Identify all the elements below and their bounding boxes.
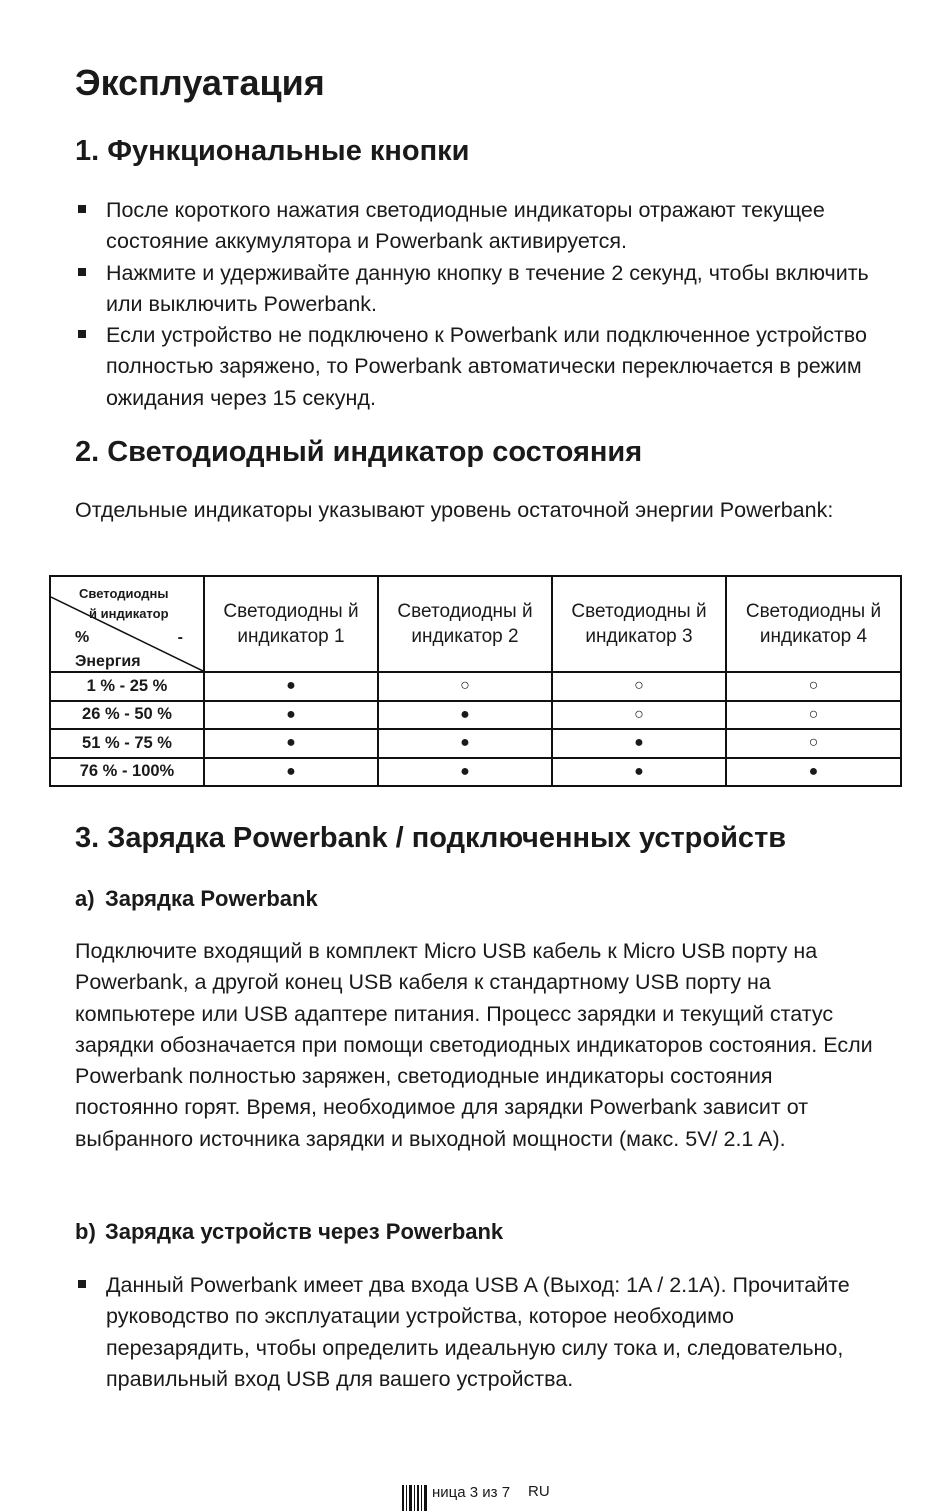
led-state-cell: ● <box>378 701 552 730</box>
energy-range-cell: 51 % - 75 % <box>50 729 204 758</box>
energy-range-cell: 76 % - 100% <box>50 758 204 787</box>
table-row <box>50 758 901 787</box>
led-state-cell: ○ <box>552 701 726 730</box>
list-item: Нажмите и удерживайте данную кнопку в течение 2 секунд, чтобы включить или выключить Powerbank. <box>75 258 875 321</box>
energy-range-cell: 26 % - 50 % <box>50 701 204 730</box>
led-state-cell: ● <box>378 758 552 787</box>
subsection-label: a) <box>75 886 95 911</box>
list-item: Если устройство не подключено к Powerbank или подключенное устройство полностью заряжено, то Powerbank автоматически переключается в режим ожидания через 15 секунд. <box>75 320 875 414</box>
page-number: ница 3 из 7 <box>432 1484 511 1501</box>
section-3-heading: 3. Зарядка Powerbank / подключенных устройств <box>75 822 787 854</box>
led-state-cell: ○ <box>378 672 552 701</box>
led-state-cell: ○ <box>726 729 901 758</box>
corner-label: % <box>75 629 90 646</box>
table-corner-cell <box>50 576 204 672</box>
column-header: Светодиодны й индикатор 3 <box>552 576 726 672</box>
corner-label: Энергия <box>75 653 141 670</box>
subsection-title: Зарядка устройств через Powerbank <box>105 1219 504 1244</box>
section-2-intro: Отдельные индикаторы указывают уровень остаточной энергии Powerbank: <box>75 498 834 522</box>
corner-label: й индикатор <box>89 606 169 621</box>
page-footer <box>0 1478 950 1511</box>
table-row <box>50 701 901 730</box>
section-1-bullet-list <box>75 195 875 414</box>
led-state-cell: ● <box>204 701 378 730</box>
led-state-cell: ● <box>726 758 901 787</box>
subsection-b-heading <box>75 1219 503 1245</box>
corner-label: - <box>177 629 183 646</box>
list-item: Данный Powerbank имеет два входа USB A (Выход: 1A / 2.1A). Прочитайте руководство по эксплуатации устройства, которое необходимо перезарядить, чтобы определить идеальную силу тока и, следовательно, правильный вход USB для вашего устройства. <box>75 1270 875 1395</box>
page-title: Эксплуатация <box>75 62 325 103</box>
led-state-cell: ● <box>204 729 378 758</box>
led-state-cell: ○ <box>552 672 726 701</box>
language-code: RU <box>528 1483 550 1500</box>
section-2-heading: 2. Светодиодный индикатор состояния <box>75 436 643 468</box>
energy-range-cell: 1 % - 25 % <box>50 672 204 701</box>
section-3-bullet-list <box>75 1270 875 1395</box>
table-header-row <box>50 576 901 672</box>
section-1-heading: 1. Функциональные кнопки <box>75 135 470 167</box>
corner-label: Светодиодны <box>79 586 169 601</box>
subsection-label: b) <box>75 1219 96 1244</box>
led-state-cell: ● <box>552 758 726 787</box>
section-3-paragraph: Подключите входящий в комплект Micro USB кабель к Micro USB порту на Powerbank, а другой конец USB кабеля к стандартному USB порту на компьютере или USB адаптере питания. Процесс зарядки и текущий статус зарядки обозначается при помощи светодиодных индикаторов состояния. Если Powerbank полностью заряжен, светодиодные индикаторы состояния постоянно горят. Время, необходимое для зарядки Powerbank зависит от выбранного источника зарядки и выходной мощности (макс. 5V/ 2.1 A). <box>75 939 873 1151</box>
led-state-cell: ● <box>204 758 378 787</box>
led-status-table <box>49 575 902 787</box>
led-state-cell: ● <box>204 672 378 701</box>
barcode-icon <box>402 1485 430 1511</box>
led-state-cell: ○ <box>726 701 901 730</box>
subsection-title: Зарядка Powerbank <box>105 886 318 911</box>
list-item: После короткого нажатия светодиодные индикаторы отражают текущее состояние аккумулятора и Powerbank активируется. <box>75 195 875 258</box>
led-state-cell: ● <box>552 729 726 758</box>
table-row <box>50 672 901 701</box>
column-header: Светодиодны й индикатор 4 <box>726 576 901 672</box>
subsection-a-heading <box>75 886 318 912</box>
column-header: Светодиодны й индикатор 2 <box>378 576 552 672</box>
table-row <box>50 729 901 758</box>
led-state-cell: ● <box>378 729 552 758</box>
led-state-cell: ○ <box>726 672 901 701</box>
column-header: Светодиодны й индикатор 1 <box>204 576 378 672</box>
